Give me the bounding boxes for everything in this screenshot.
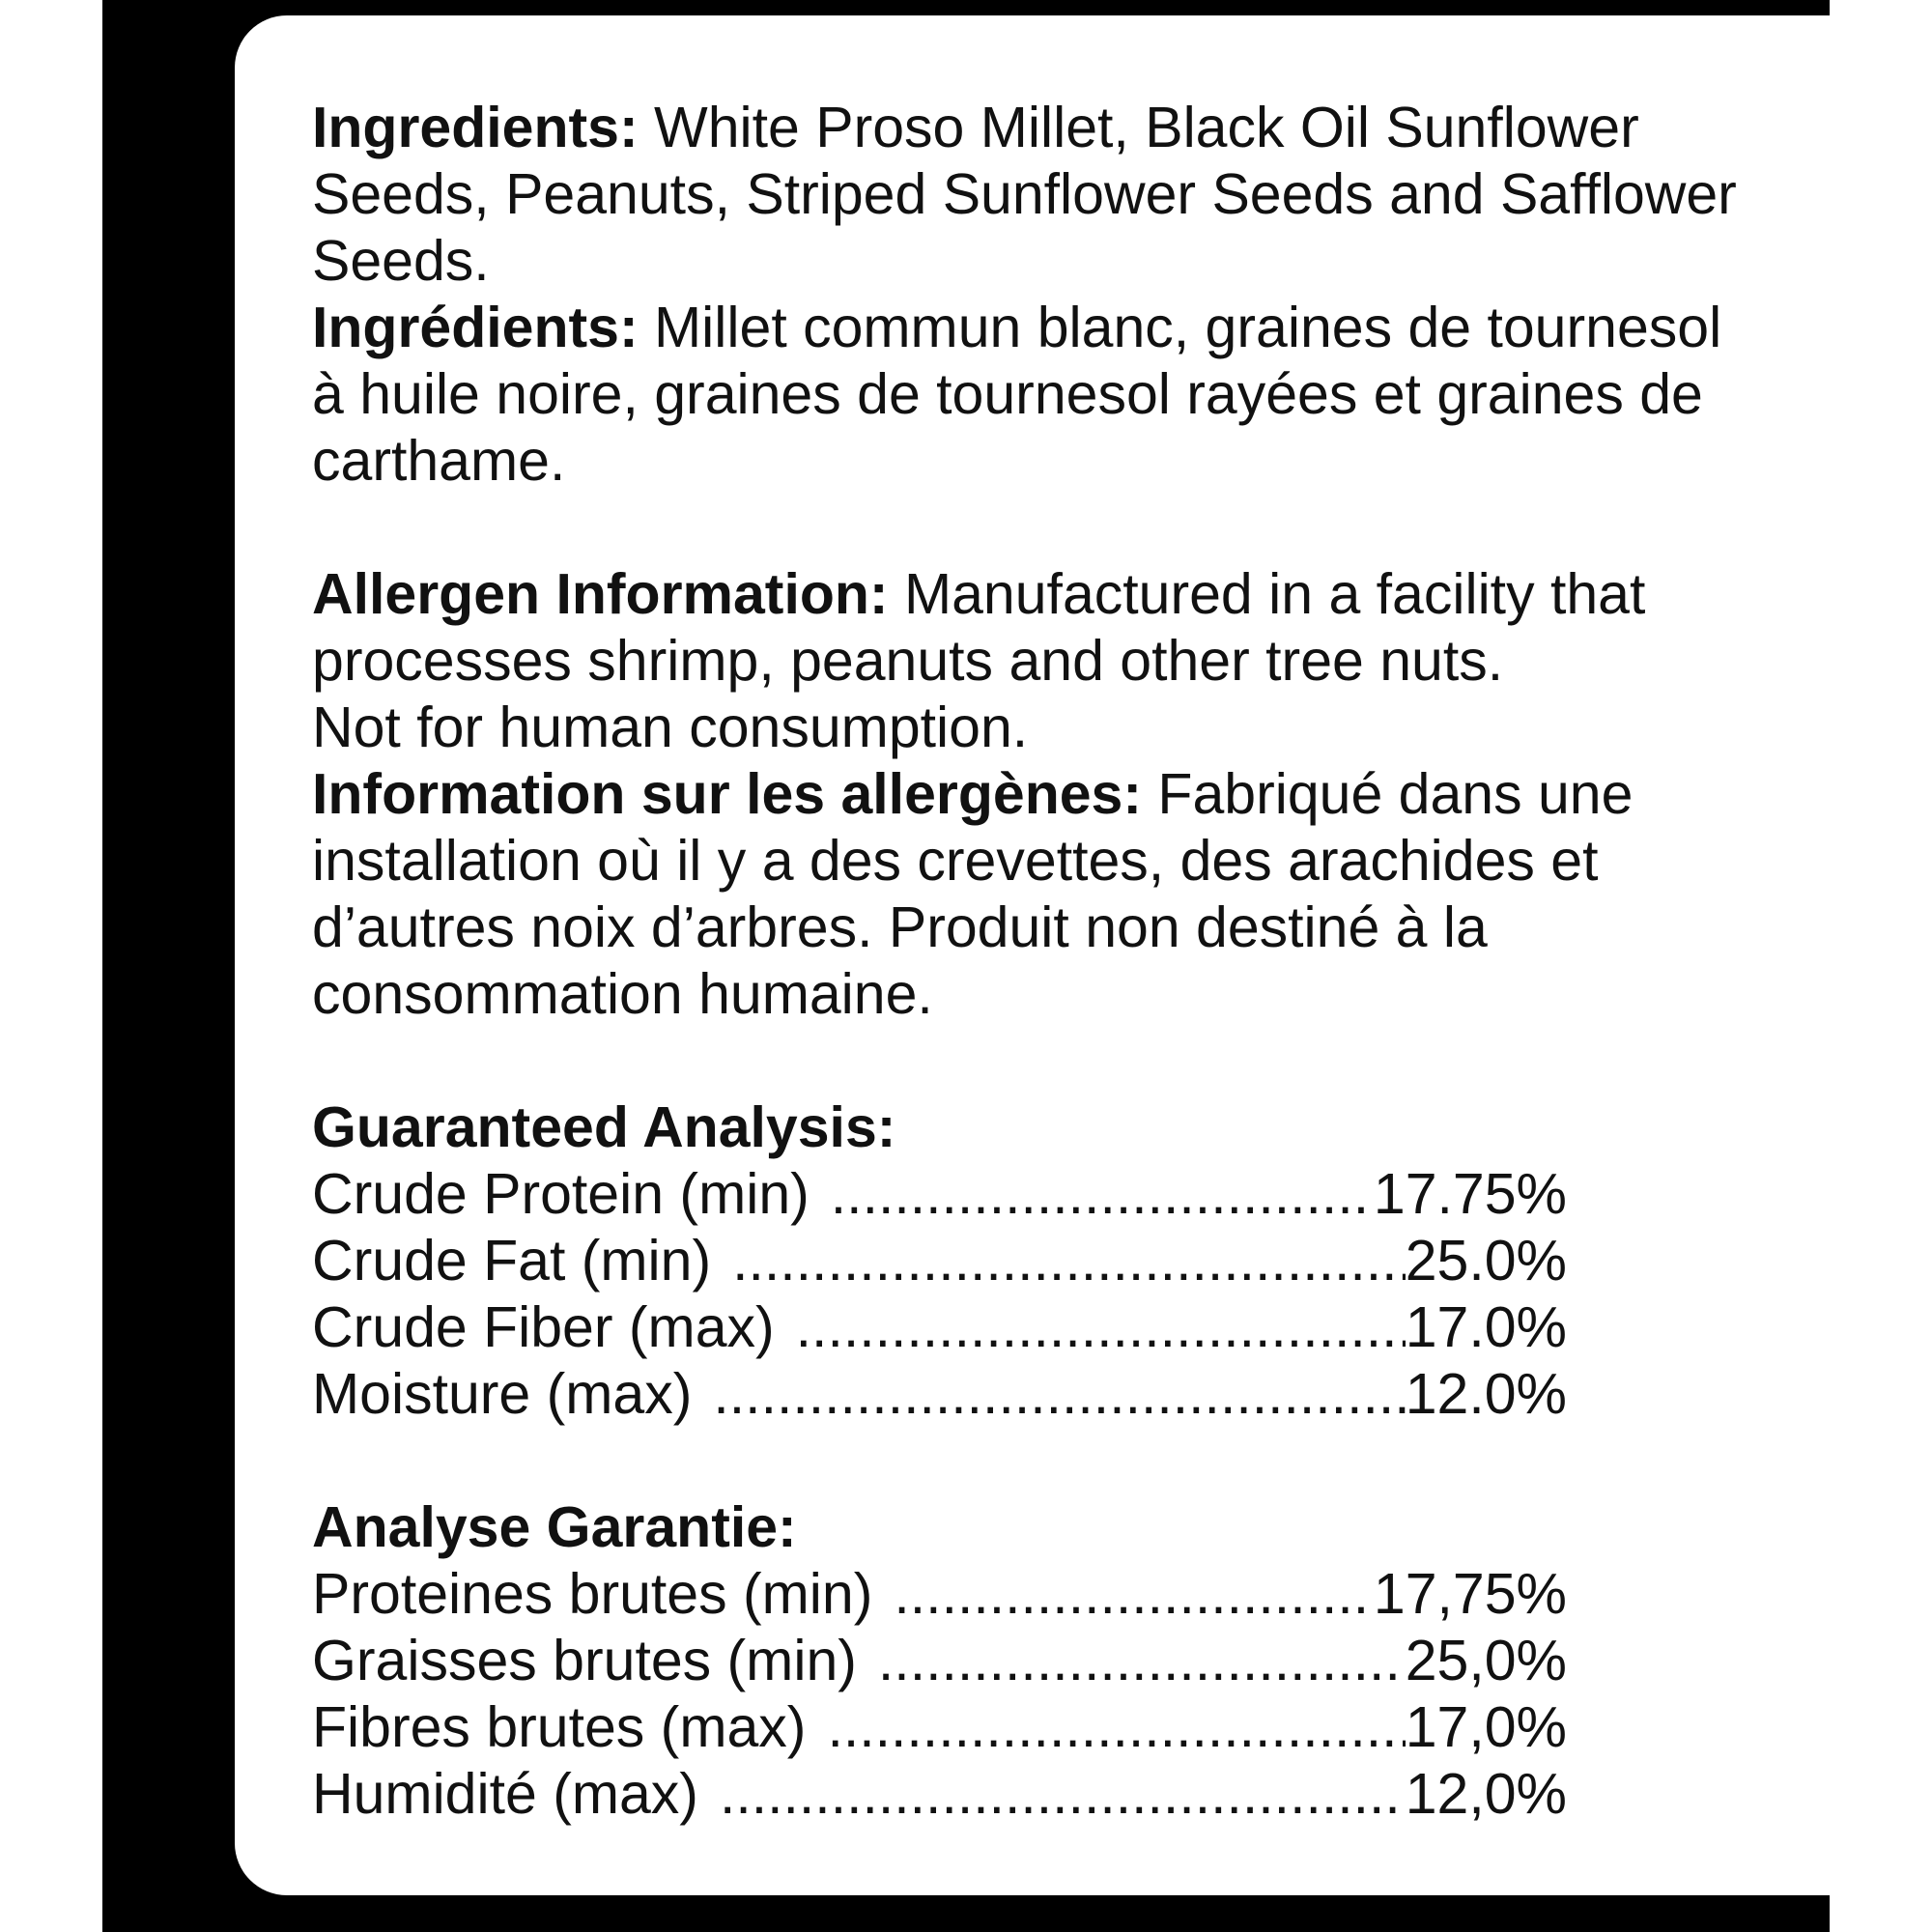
analysis-row-value: 12,0%	[1405, 1762, 1567, 1826]
ingredients-en-text: White Proso Millet, Black Oil Sunflower Seeds, Peanuts, Striped Sunflower Seeds and Safflower Seeds.	[312, 96, 1737, 293]
spacer	[312, 1028, 1819, 1094]
leader-dots	[796, 1294, 1406, 1361]
analysis-row-value: 17,0%	[1405, 1695, 1567, 1759]
analysis-row	[312, 1694, 1567, 1761]
allergen-fr-label: Information sur les allergènes:	[312, 762, 1143, 826]
allergen-en-label: Allergen Information:	[312, 562, 889, 626]
analysis-row-value: 17.75%	[1373, 1162, 1567, 1226]
black-frame	[102, 0, 1830, 1932]
spacer	[312, 495, 1819, 561]
analysis-row-name: Moisture (max)	[312, 1362, 693, 1426]
analysis-row-name: Humidité (max)	[312, 1762, 698, 1826]
analysis-row-name: Crude Fiber (max)	[312, 1295, 775, 1359]
allergen-en-text: Manufactured in a facility that processes shrimp, peanuts and other tree nuts.	[312, 562, 1646, 693]
allergen-fr	[312, 761, 1761, 1028]
analysis-row-name: Crude Fat (min)	[312, 1229, 712, 1293]
ingredients-en-label: Ingredients:	[312, 96, 639, 159]
leader-dots	[894, 1561, 1374, 1628]
ingredients-fr	[312, 295, 1722, 495]
ingredients-en	[312, 95, 1761, 295]
analysis-row-value: 12.0%	[1405, 1362, 1567, 1426]
leader-dots	[878, 1628, 1406, 1694]
spacer	[312, 1428, 1819, 1494]
analysis-fr-title: Analyse Garantie:	[312, 1495, 797, 1559]
analysis-row-value: 17.0%	[1405, 1295, 1567, 1359]
analysis-row-name: Graisses brutes (min)	[312, 1629, 857, 1692]
analysis-row	[312, 1228, 1567, 1294]
analysis-row-name: Crude Protein (min)	[312, 1162, 810, 1226]
ingredients-fr-label: Ingrédients:	[312, 296, 639, 359]
analysis-row	[312, 1361, 1567, 1428]
ingredients-fr-text: Millet commun blanc, graines de tournesol à huile noire, graines de tournesol rayées et graines de carthame.	[312, 296, 1722, 493]
label-content	[312, 95, 1819, 1828]
analysis-row-value: 17,75%	[1373, 1562, 1567, 1626]
label-card	[235, 15, 1896, 1895]
analysis-row-name: Proteines brutes (min)	[312, 1562, 873, 1626]
allergen-en-note: Not for human consumption.	[312, 696, 1029, 759]
analysis-row	[312, 1628, 1567, 1694]
leader-dots	[732, 1228, 1406, 1294]
leader-dots	[713, 1361, 1405, 1428]
leader-dots	[720, 1761, 1406, 1828]
allergen-fr-text: Fabriqué dans une installation où il y a des crevettes, des arachides et d’autres noix d’arbres. Produit non destiné à la consommation humaine.	[312, 762, 1634, 1026]
leader-dots	[827, 1694, 1405, 1761]
analysis-row-value: 25.0%	[1405, 1229, 1567, 1293]
analysis-row	[312, 1161, 1567, 1228]
analysis-row-value: 25,0%	[1405, 1629, 1567, 1692]
analysis-row	[312, 1761, 1567, 1828]
leader-dots	[831, 1161, 1374, 1228]
analysis-row	[312, 1294, 1567, 1361]
analysis-en-title: Guaranteed Analysis:	[312, 1095, 896, 1159]
analysis-row	[312, 1561, 1567, 1628]
allergen-en	[312, 561, 1780, 695]
analysis-row-name: Fibres brutes (max)	[312, 1695, 807, 1759]
